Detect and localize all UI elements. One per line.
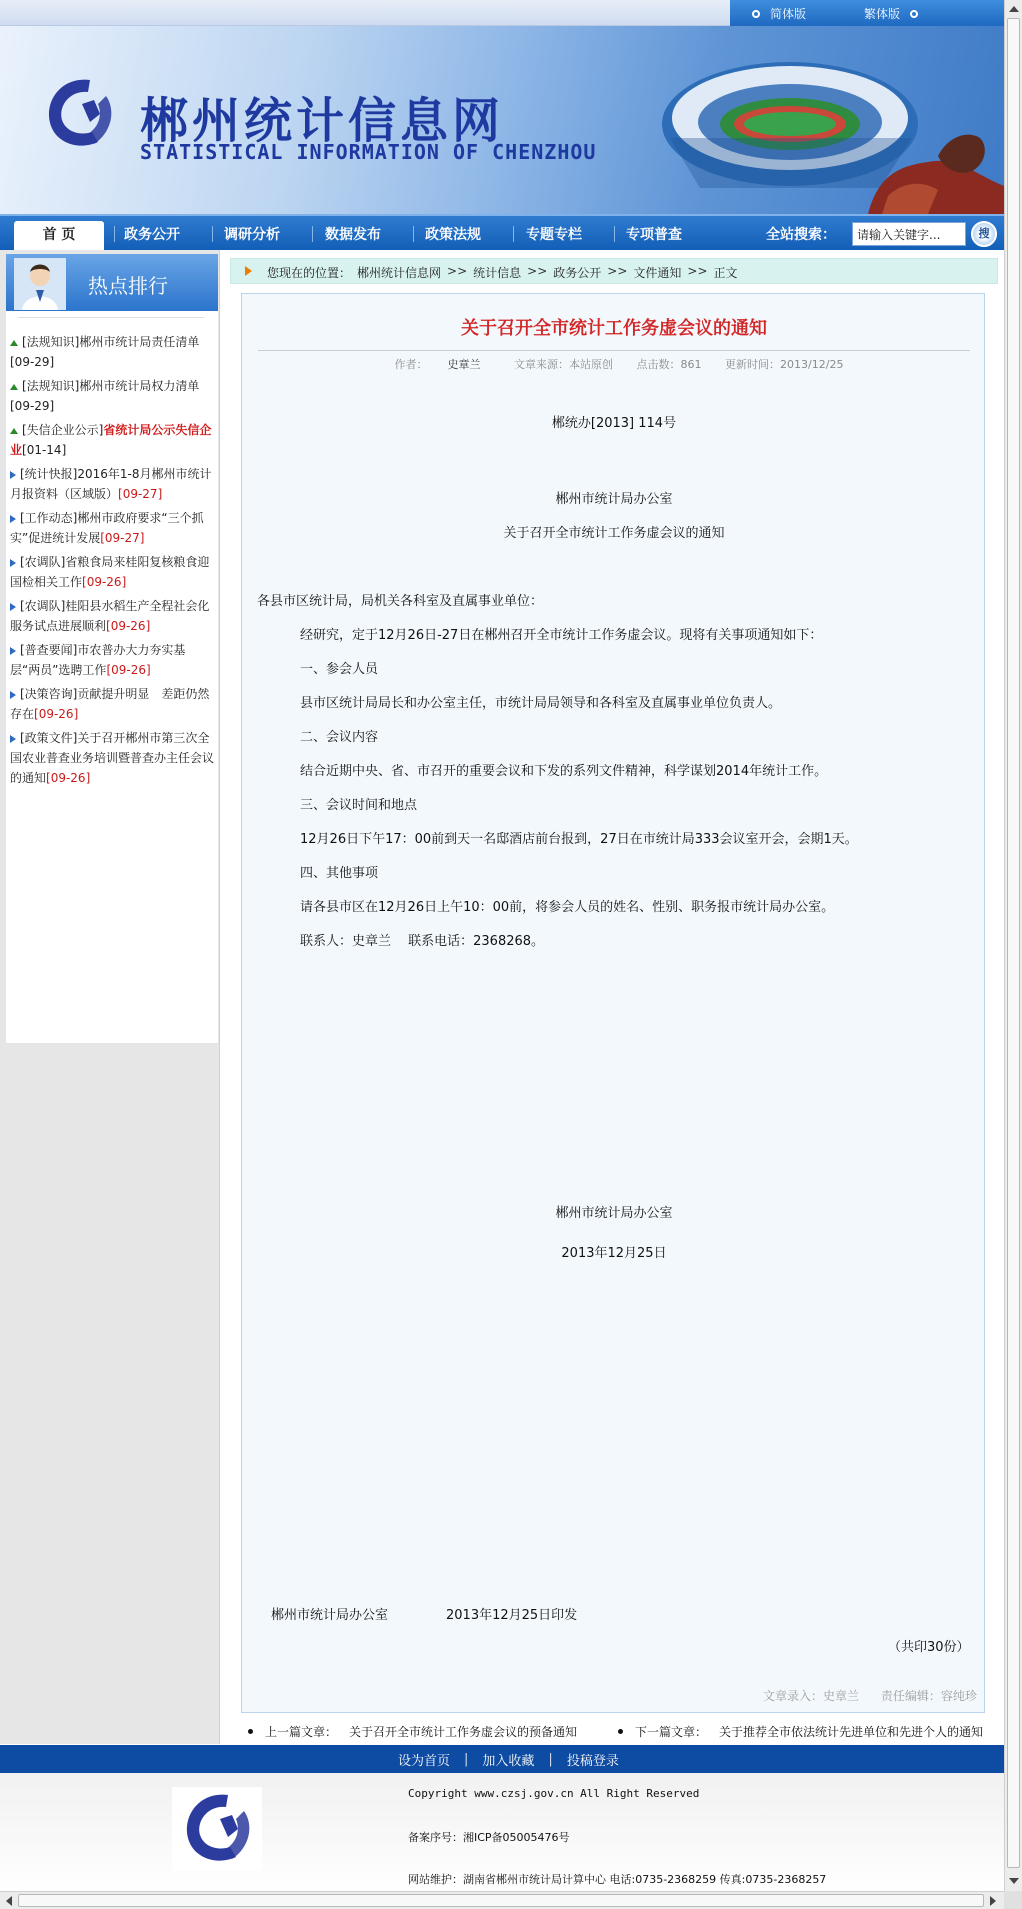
next-link[interactable]: 关于推荐全市依法统计先进单位和先进个人的通知 (719, 1725, 984, 1739)
horizontal-scroll-thumb[interactable] (18, 1894, 984, 1907)
search-button[interactable]: 搜 (971, 221, 997, 247)
hot-list-item[interactable] (8, 508, 214, 548)
icp-record: 备案序号：湘ICP备05005476号 (408, 1831, 570, 1844)
hot-item-date: [09-26] (34, 707, 79, 721)
site-banner (0, 26, 1004, 214)
hot-list-item[interactable] (8, 420, 214, 460)
hot-item-date: [09-27] (100, 531, 145, 545)
doc-heading: 一、参会人员 (300, 662, 379, 677)
bullet-icon (910, 10, 918, 18)
hot-item-title[interactable]: [失信企业公示] (22, 423, 104, 437)
site-logo-icon (36, 70, 124, 158)
search-label: 全站搜索： (766, 227, 836, 243)
site-subtitle: STATISTICAL INFORMATION OF CHENZHOU (140, 140, 597, 164)
title-divider (258, 350, 970, 351)
copyright: Copyright www.czsj.gov.cn All Right Reserved (408, 1787, 700, 1800)
hot-item-title[interactable]: [农调队]省粮食局来桂阳复核粮食迎国检相关工作 (10, 555, 210, 589)
hot-list-item[interactable] (8, 596, 214, 636)
breadcrumb-item[interactable]: 统计信息 (473, 266, 522, 280)
simplified-link[interactable] (752, 5, 806, 22)
hot-item-title[interactable]: [政策文件]关于召开郴州市第三次全国农业普查业务培训暨普查办主任会议的通知 (10, 731, 215, 785)
nav-divider (114, 226, 115, 242)
hot-list-item[interactable] (8, 464, 214, 504)
simplified-label[interactable]: 简体版 (770, 7, 807, 21)
arrow-right-icon (10, 515, 16, 523)
editor: 责任编辑：容纯珍 (880, 1689, 977, 1703)
hot-item-date: [09-29] (10, 355, 55, 369)
doc-paragraph: 请各县市区在12月26日上午10：00前，将参会人员的姓名、性别、职务报市统计局办公室。 (300, 900, 835, 915)
article-footer (745, 1687, 977, 1704)
meta-source: 文章来源：本站原创 (514, 358, 614, 371)
article-panel (241, 293, 985, 1713)
hot-item-title[interactable]: [普查要闻]市农普办大力夯实基层“两员”选聘工作 (10, 643, 186, 677)
nav-divider (614, 226, 615, 242)
doc-heading: 二、会议内容 (300, 730, 379, 745)
footer-divider: | (548, 1752, 553, 1767)
footer-logo-icon (172, 1787, 262, 1871)
hot-item-date: [09-26] (106, 663, 151, 677)
nav-home[interactable]: 首 页 (14, 221, 104, 250)
trend-up-icon (10, 340, 18, 346)
statue-image (858, 126, 1004, 214)
hot-item-date: [09-29] (10, 399, 55, 413)
article-title: 关于召开全市统计工作务虚会议的通知 (461, 318, 767, 339)
hot-item-title[interactable]: [法规知识]郴州市统计局责任清单 (22, 335, 200, 349)
doc-paragraph: 结合近期中央、省、市召开的重要会议和下发的系列文件精神，科学谋划2014年统计工作。 (300, 764, 828, 779)
breadcrumb-separator: >> (527, 264, 548, 278)
hot-list-item[interactable] (8, 728, 214, 788)
hot-ranking-title: 热点排行 (88, 274, 168, 298)
hot-ranking-list (6, 311, 218, 1043)
arrow-right-icon (10, 647, 16, 655)
nav-divider (513, 226, 514, 242)
hot-item-date: [01-14] (22, 443, 67, 457)
doc-paragraph: 12月26日下午17：00前到天一名邸酒店前台报到，27日在市统计局333会议室开会，会期1天。 (300, 832, 858, 847)
hot-item-title[interactable]: [决策咨询]贡献提升明显 差距仍然存在 (10, 687, 210, 721)
footer-link-favorite[interactable]: 加入收藏 (482, 1754, 535, 1769)
hot-ranking-header (6, 254, 218, 311)
recorder: 文章录入：史章兰 (763, 1689, 860, 1703)
print-date: 2013年12月25日印发 (446, 1608, 578, 1623)
nav-divider (413, 226, 414, 242)
scroll-up-icon[interactable] (1009, 6, 1019, 12)
arrow-right-icon (10, 471, 16, 479)
breadcrumb-item[interactable]: 文件通知 (633, 266, 682, 280)
author-name: 史章兰 (447, 358, 481, 371)
footer-link-submit[interactable]: 投稿登录 (566, 1754, 619, 1769)
doc-number: 郴统办[2013] 114号 (551, 416, 677, 431)
footer-links-bar (0, 1745, 1004, 1773)
trend-up-icon (10, 384, 18, 390)
meta-author (385, 358, 491, 371)
arrow-right-icon (10, 735, 16, 743)
main-nav (0, 214, 1004, 250)
scroll-down-icon[interactable] (1009, 1878, 1019, 1884)
arrow-right-icon (10, 559, 16, 567)
scroll-right-icon[interactable] (990, 1896, 996, 1906)
hot-list-item[interactable] (8, 640, 214, 680)
hot-item-date: [09-27] (118, 487, 163, 501)
nav-item-topics[interactable]: 专题专栏 (526, 227, 582, 243)
nav-divider (312, 226, 313, 242)
bullet-icon (248, 1729, 253, 1734)
next-article (618, 1723, 983, 1740)
doc-contact: 联系人：史章兰 联系电话：2368268。 (300, 934, 545, 949)
maintainer-info: 网站维护：湖南省郴州市统计局计算中心 电话:0735-2368259 传真:0735-2368257 (408, 1873, 827, 1886)
breadcrumb-label: 您现在的位置： (267, 266, 352, 280)
search-input[interactable] (852, 222, 966, 246)
hot-list-item[interactable] (8, 376, 214, 416)
hot-item-date: [09-26] (106, 619, 151, 633)
nav-item-gov-affairs[interactable]: 政务公开 (124, 227, 180, 243)
hot-item-highlight[interactable]: 省统计局公示失信企业 (10, 423, 212, 457)
arrow-right-icon (10, 691, 16, 699)
doc-heading: 四、其他事项 (300, 866, 379, 881)
trend-up-icon (10, 428, 18, 434)
nav-item-census[interactable]: 专项普查 (626, 227, 682, 243)
arrow-right-icon (10, 603, 16, 611)
doc-paragraph: 县市区统计局局长和办公室主任，市统计局局领导和各科室及直属事业单位负责人。 (300, 696, 782, 711)
meta-updated: 更新时间：2013/12/25 (725, 358, 844, 371)
next-label: 下一篇文章： (635, 1725, 708, 1739)
site-footer (0, 1773, 1004, 1893)
breadcrumb-item: 正文 (713, 266, 738, 280)
breadcrumb-item[interactable]: 郴州统计信息网 (357, 266, 442, 280)
hot-list-item[interactable] (8, 684, 214, 724)
bullet-icon (752, 10, 760, 18)
scroll-left-icon[interactable] (6, 1896, 12, 1906)
breadcrumb-separator: >> (447, 264, 468, 278)
nav-item-policy[interactable]: 政策法规 (425, 227, 481, 243)
sign-date: 2013年12月25日 (561, 1246, 667, 1261)
article-meta (242, 356, 986, 372)
author-label: 作者： (394, 358, 428, 371)
hot-item-title[interactable]: [农调队]桂阳县水稻生产全程社会化服务试点进展顺利 (10, 599, 210, 633)
doc-salutation: 各县市区统计局，局机关各科室及直属事业单位： (257, 594, 544, 609)
prev-link[interactable]: 关于召开全市统计工作务虚会议的预备通知 (349, 1725, 578, 1739)
doc-paragraph: 经研究，定于12月26日-27日在郴州召开全市统计工作务虚会议。现将有关事项通知如下： (300, 628, 823, 643)
footer-divider: | (464, 1752, 469, 1767)
hot-item-title[interactable]: [法规知识]郴州市统计局权力清单 (22, 379, 200, 393)
hot-item-date: [09-26] (46, 771, 91, 785)
print-org: 郴州市统计局办公室 (271, 1608, 389, 1623)
hot-item-date: [09-26] (82, 575, 127, 589)
horizontal-scrollbar[interactable] (0, 1891, 1004, 1909)
site-title: 郴州统计信息网 (140, 93, 505, 149)
scrollbar-corner (1004, 1891, 1022, 1909)
traditional-label[interactable]: 繁体版 (864, 7, 901, 21)
nav-item-research[interactable]: 调研分析 (224, 227, 280, 243)
hot-list-item[interactable] (8, 552, 214, 592)
reader-avatar-icon (14, 258, 66, 310)
vertical-scrollbar[interactable] (1004, 0, 1022, 1891)
sign-org: 郴州市统计局办公室 (555, 1206, 673, 1221)
list-divider (18, 317, 204, 318)
hot-item-title[interactable]: [工作动态]郴州市政府要求“三个抓实”促进统计发展 (10, 511, 204, 545)
nav-item-data-release[interactable]: 数据发布 (325, 227, 381, 243)
nav-divider (212, 226, 213, 242)
print-copies: （共印30份） (888, 1640, 970, 1655)
breadcrumb-item[interactable]: 政务公开 (553, 266, 602, 280)
doc-heading: 三、会议时间和地点 (300, 798, 418, 813)
footer-link-set-home[interactable]: 设为首页 (398, 1754, 451, 1769)
arrow-right-icon (245, 266, 252, 276)
prev-label: 上一篇文章： (265, 1725, 338, 1739)
vertical-scroll-thumb[interactable] (1007, 18, 1020, 1868)
meta-clicks: 点击数：861 (636, 358, 702, 371)
traditional-link[interactable] (846, 5, 918, 22)
breadcrumb-separator: >> (607, 264, 628, 278)
prev-article (248, 1723, 577, 1740)
top-bar (0, 0, 1004, 26)
hot-list-item[interactable] (8, 332, 214, 372)
bullet-icon (618, 1729, 623, 1734)
hot-item-title[interactable]: [统计快报]2016年1-8月郴州市统计月报资料（区域版） (10, 467, 212, 501)
left-sidebar (0, 250, 220, 1744)
breadcrumb-separator: >> (687, 264, 708, 278)
doc-subject: 关于召开全市统计工作务虚会议的通知 (503, 526, 725, 541)
doc-issuer: 郴州市统计局办公室 (555, 492, 673, 507)
breadcrumb (230, 258, 998, 284)
